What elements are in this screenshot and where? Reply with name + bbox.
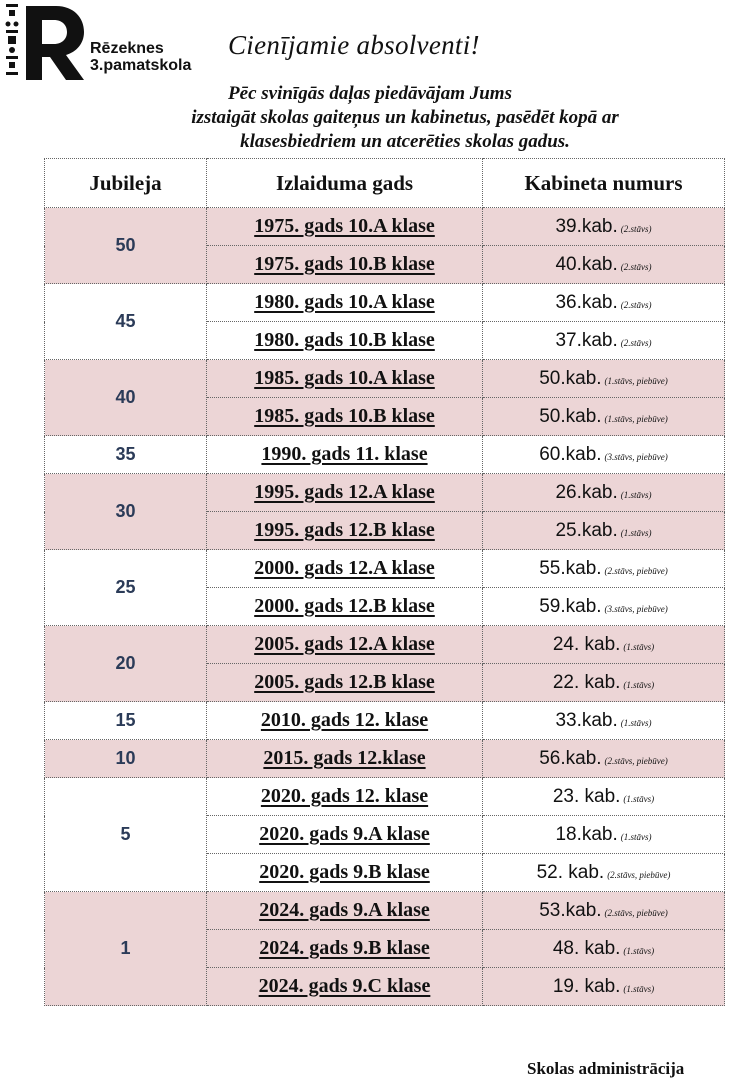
class-year-label: 2020. gads 9.B klase	[259, 861, 430, 883]
room-cell	[483, 474, 725, 512]
floor-note: (2.stāvs, piebūve)	[607, 869, 671, 880]
class-year-label: 1975. gads 10.B klase	[254, 253, 435, 275]
room-cell	[483, 246, 725, 284]
year-cell	[207, 360, 483, 398]
floor-note: (2.stāvs, piebūve)	[604, 907, 668, 918]
floor-note: (1.stāvs)	[620, 527, 652, 538]
room-cell	[483, 930, 725, 968]
year-cell	[207, 854, 483, 892]
room-cell	[483, 816, 725, 854]
room-cell	[483, 284, 725, 322]
room-number: 22. kab.	[552, 671, 621, 693]
jubileja-cell: 40	[45, 360, 207, 436]
room-number: 59.kab.	[539, 595, 602, 617]
school-name-line1: Rēzeknes	[90, 40, 164, 57]
floor-note: (1.stāvs)	[620, 831, 652, 842]
jubileja-cell: 5	[45, 778, 207, 892]
room-number: 37.kab.	[555, 329, 618, 351]
floor-note: (2.stāvs)	[620, 337, 652, 348]
floor-note: (1.stāvs)	[623, 641, 655, 652]
year-cell	[207, 246, 483, 284]
year-cell	[207, 588, 483, 626]
room-number: 50.kab.	[539, 405, 602, 427]
year-cell	[207, 322, 483, 360]
floor-note: (2.stāvs)	[620, 261, 652, 272]
floor-note: (1.stāvs)	[623, 983, 655, 994]
year-cell	[207, 550, 483, 588]
room-number: 53.kab.	[539, 899, 602, 921]
year-cell	[207, 398, 483, 436]
table-header-row	[45, 159, 725, 208]
floor-note: (2.stāvs)	[620, 299, 652, 310]
class-year-label: 2024. gads 9.A klase	[259, 899, 430, 921]
class-year-label: 1995. gads 12.B klase	[254, 519, 435, 541]
room-cell	[483, 892, 725, 930]
page-title: Cienījamie absolventi!	[228, 30, 480, 60]
room-number: 18.kab.	[555, 823, 618, 845]
subtitle-line-1: Pēc svinīgās daļas piedāvājam Jums	[228, 83, 512, 104]
floor-note: (3.stāvs, piebūve)	[604, 451, 668, 462]
jubileja-cell: 50	[45, 208, 207, 284]
class-year-label: 2005. gads 12.A klase	[254, 633, 435, 655]
year-cell	[207, 512, 483, 550]
table-row	[45, 702, 725, 740]
class-year-label: 1995. gads 12.A klase	[254, 481, 435, 503]
jubileja-cell: 20	[45, 626, 207, 702]
room-cell	[483, 322, 725, 360]
table-row	[45, 550, 725, 588]
room-number: 56.kab.	[539, 747, 602, 769]
header-jubileja: Jubileja	[45, 159, 207, 208]
room-number: 24. kab.	[552, 633, 621, 655]
class-year-label: 2000. gads 12.B klase	[254, 595, 435, 617]
school-logo-icon	[4, 2, 90, 82]
subtitle-line-3: klasesbiedriem un atcerēties skolas gadus.	[240, 131, 570, 152]
table-row	[45, 740, 725, 778]
room-number: 48. kab.	[552, 937, 621, 959]
year-cell	[207, 930, 483, 968]
room-number: 40.kab.	[555, 253, 618, 275]
room-cell	[483, 436, 725, 474]
floor-note: (2.stāvs)	[620, 223, 652, 234]
floor-note: (1.stāvs, piebūve)	[604, 413, 668, 424]
table-row	[45, 208, 725, 246]
header-year: Izlaiduma gads	[207, 159, 483, 208]
room-cell	[483, 360, 725, 398]
jubileja-cell: 1	[45, 892, 207, 1006]
floor-note: (1.stāvs)	[620, 717, 652, 728]
room-cell	[483, 398, 725, 436]
table-row	[45, 360, 725, 398]
year-cell	[207, 626, 483, 664]
room-number: 60.kab.	[539, 443, 602, 465]
class-year-label: 2020. gads 12. klase	[260, 785, 429, 807]
class-year-label: 1990. gads 11. klase	[261, 443, 428, 465]
year-cell	[207, 474, 483, 512]
subtitle-line-2: izstaigāt skolas gaiteņus un kabinetus, pasēdēt kopā ar	[191, 107, 619, 128]
room-cell	[483, 588, 725, 626]
room-cell	[483, 550, 725, 588]
room-number: 23. kab.	[552, 785, 621, 807]
jubileja-cell: 35	[45, 436, 207, 474]
table-row	[45, 284, 725, 322]
floor-note: (1.stāvs)	[623, 793, 655, 804]
year-cell	[207, 208, 483, 246]
year-cell	[207, 284, 483, 322]
room-number: 26.kab.	[555, 481, 618, 503]
room-number: 50.kab.	[539, 367, 602, 389]
table-row	[45, 436, 725, 474]
floor-note: (1.stāvs)	[623, 679, 655, 690]
room-cell	[483, 702, 725, 740]
room-cell	[483, 740, 725, 778]
signature: Skolas administrācija	[527, 1059, 685, 1078]
year-cell	[207, 702, 483, 740]
school-name-line2: 3.pamatskola	[90, 57, 192, 74]
jubileja-cell: 30	[45, 474, 207, 550]
floor-note: (1.stāvs)	[623, 945, 655, 956]
room-cell	[483, 968, 725, 1006]
year-cell	[207, 892, 483, 930]
room-number: 52. kab.	[536, 861, 605, 883]
year-cell	[207, 816, 483, 854]
floor-note: (1.stāvs, piebūve)	[604, 375, 668, 386]
year-cell	[207, 436, 483, 474]
table-row	[45, 474, 725, 512]
class-year-label: 2015. gads 12.klase	[263, 747, 426, 769]
room-number: 36.kab.	[555, 291, 618, 313]
floor-note: (2.stāvs, piebūve)	[604, 565, 668, 576]
class-year-label: 1975. gads 10.A klase	[254, 215, 435, 237]
class-year-label: 2020. gads 9.A klase	[259, 823, 430, 845]
table-row	[45, 778, 725, 816]
year-cell	[207, 968, 483, 1006]
room-number: 25.kab.	[555, 519, 618, 541]
room-number: 55.kab.	[539, 557, 602, 579]
class-year-label: 2005. gads 12.B klase	[254, 671, 435, 693]
jubileja-cell: 15	[45, 702, 207, 740]
jubileja-cell: 10	[45, 740, 207, 778]
room-number: 19. kab.	[552, 975, 621, 997]
header-room: Kabineta numurs	[483, 159, 725, 208]
room-cell	[483, 664, 725, 702]
class-year-label: 1985. gads 10.B klase	[254, 405, 435, 427]
room-cell	[483, 512, 725, 550]
year-cell	[207, 778, 483, 816]
class-year-label: 1980. gads 10.A klase	[254, 291, 435, 313]
room-cell	[483, 854, 725, 892]
jubileja-cell: 25	[45, 550, 207, 626]
room-cell	[483, 778, 725, 816]
year-cell	[207, 740, 483, 778]
room-cell	[483, 626, 725, 664]
room-cell	[483, 208, 725, 246]
jubileja-cell: 45	[45, 284, 207, 360]
room-number: 39.kab.	[555, 215, 618, 237]
school-name	[90, 40, 191, 74]
table-row	[45, 626, 725, 664]
room-number: 33.kab.	[555, 709, 618, 731]
class-year-label: 2010. gads 12. klase	[260, 709, 429, 731]
class-year-label: 1985. gads 10.A klase	[254, 367, 435, 389]
alumni-room-table	[44, 158, 725, 1006]
class-year-label: 2024. gads 9.B klase	[259, 937, 430, 959]
class-year-label: 2024. gads 9.C klase	[258, 975, 431, 997]
floor-note: (2.stāvs, piebūve)	[604, 755, 668, 766]
year-cell	[207, 664, 483, 702]
floor-note: (1.stāvs)	[620, 489, 652, 500]
table-row	[45, 892, 725, 930]
class-year-label: 2000. gads 12.A klase	[254, 557, 435, 579]
floor-note: (3.stāvs, piebūve)	[604, 603, 668, 614]
class-year-label: 1980. gads 10.B klase	[254, 329, 435, 351]
